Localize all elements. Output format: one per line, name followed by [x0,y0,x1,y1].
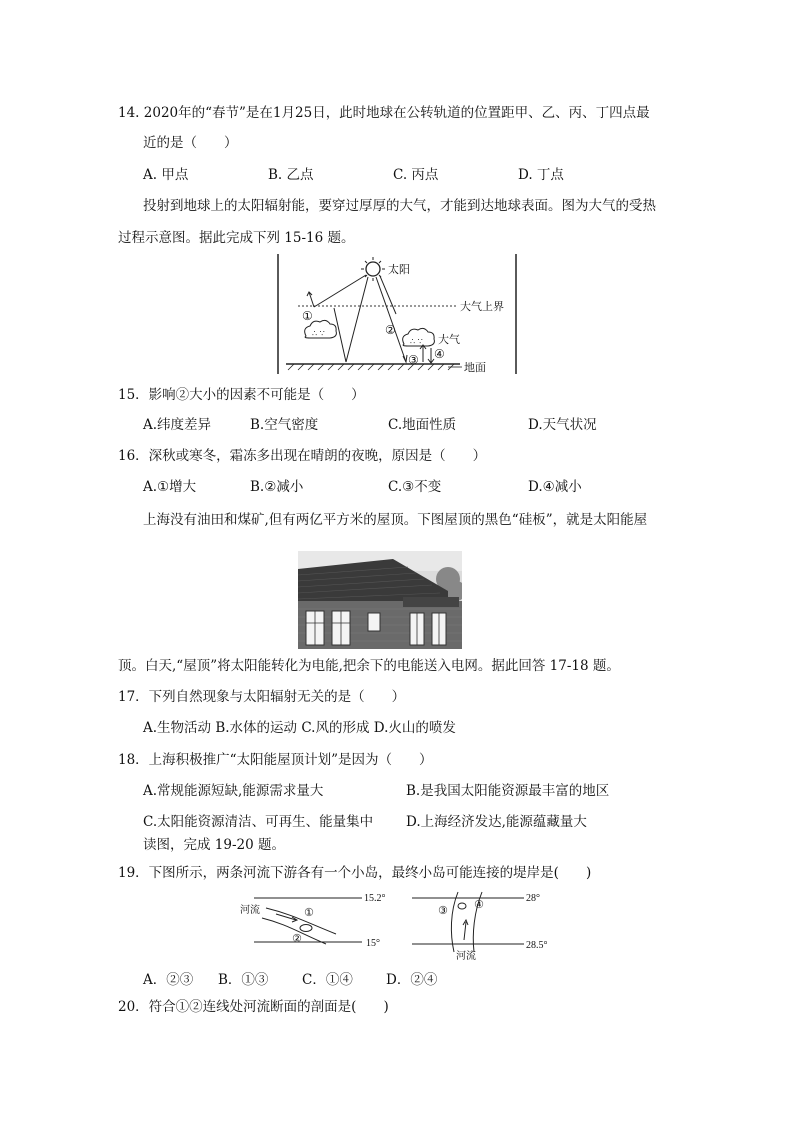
q18-stem: 18．上海积极推广“太阳能屋顶计划”是因为（ ） [118,752,433,768]
q14-option-c: C. 丙点 [393,167,439,183]
q15-option-a: A.纬度差异 [143,417,212,433]
q19-option-d: D．②④ [386,972,438,988]
q16-option-d: D.④减小 [528,479,582,495]
marker-3: ③ [408,353,419,367]
intro-15-16-line2: 过程示意图。据此完成下列 15-16 题。 [118,230,355,246]
q17-stem: 17．下列自然现象与太阳辐射无关的是（ ） [118,689,406,705]
q16-option-b: B.②减小 [250,479,304,495]
left-river-label: 河流 [240,905,260,916]
q16-option-a: A.①增大 [143,479,197,495]
sun-icon [361,257,385,281]
cloud-icon [305,320,337,338]
upper-atmosphere-label: 大气上界 [460,300,504,313]
q18-option-d: D.上海经济发达,能源蕴藏量大 [406,814,587,830]
q18-option-b: B.是我国太阳能资源最丰富的地区 [406,783,610,799]
svg-text:∴ ∵: ∴ ∵ [410,337,423,346]
q16-stem: 16．深秋或寒冬，霜冻多出现在晴朗的夜晚，原因是（ ） [118,448,487,464]
q14-stem-line2: 近的是（ ） [143,135,238,151]
marker-1: ① [302,309,313,323]
q15-option-b: B.空气密度 [250,417,319,433]
marker-4: ④ [434,347,445,361]
q15-option-d: D.天气状况 [528,417,597,433]
atmosphere-label: 大气 [438,333,460,346]
atmosphere-heating-diagram [276,252,518,376]
sun-label: 太阳 [388,263,410,276]
q19-stem: 19．下图所示，两条河流下游各有一个小岛，最终小岛可能连接的堤岸是( ) [118,865,592,881]
right-river-label: 河流 [456,951,476,962]
q19-option-a: A．②③ [143,972,194,988]
cloud-icon [403,328,435,346]
right-bottom-latitude: 28.5° [526,940,548,951]
q14-option-a: A. 甲点 [143,167,189,183]
q18-option-c: C.太阳能资源清洁、可再生、能量集中 [143,814,374,830]
q15-option-c: C.地面性质 [388,417,457,433]
left-island [300,925,312,932]
left-marker-a: ① [304,906,314,919]
river-islands-diagram [236,886,556,962]
q14-stem-line1: 14. 2020年的“春节”是在1月25日，此时地球在公转轨道的位置距甲、乙、丙、丁四点最 [118,105,650,121]
q19-option-b: B．①③ [218,972,269,988]
marker-2: ② [385,323,396,337]
q14-option-b: B. 乙点 [268,167,314,183]
intro-15-16-line1: 投射到地球上的太阳辐射能，要穿过厚厚的大气，才能到达地球表面。图为大气的受热 [143,198,656,214]
intro-17-18-line1: 上海没有油田和煤矿,但有两亿平方米的屋顶。下图屋顶的黑色“硅板”，就是太阳能屋 [143,512,648,528]
q16-option-c: C.③不变 [388,479,442,495]
svg-text:∴ ∵: ∴ ∵ [312,329,325,338]
q17-options: A.生物活动 B.水体的运动 C.风的形成 D.火山的喷发 [143,720,456,736]
right-island [458,903,466,909]
q18-option-a: A.常规能源短缺,能源需求量大 [143,783,324,799]
intro-17-18-line2: 顶。白天,“屋顶”将太阳能转化为电能,把余下的电能送入电网。据此回答 17-18 题。 [118,658,620,674]
left-top-latitude: 15.2° [364,893,386,904]
q20-stem: 20．符合①②连线处河流断面的剖面是( ) [118,999,389,1015]
q15-stem: 15．影响②大小的因素不可能是（ ） [118,387,365,403]
right-top-latitude: 28° [526,893,540,904]
left-marker-b: ② [292,932,302,945]
intro-19-20: 读图，完成 19-20 题。 [143,837,286,853]
q14-option-d: D. 丁点 [518,167,564,183]
right-marker-b: ④ [474,898,484,911]
q19-option-c: C．①④ [302,972,353,988]
ground-label: 地面 [464,361,486,374]
right-marker-a: ③ [438,904,448,917]
solar-roof-house-photo [298,551,462,649]
left-bottom-latitude: 15° [366,938,380,949]
